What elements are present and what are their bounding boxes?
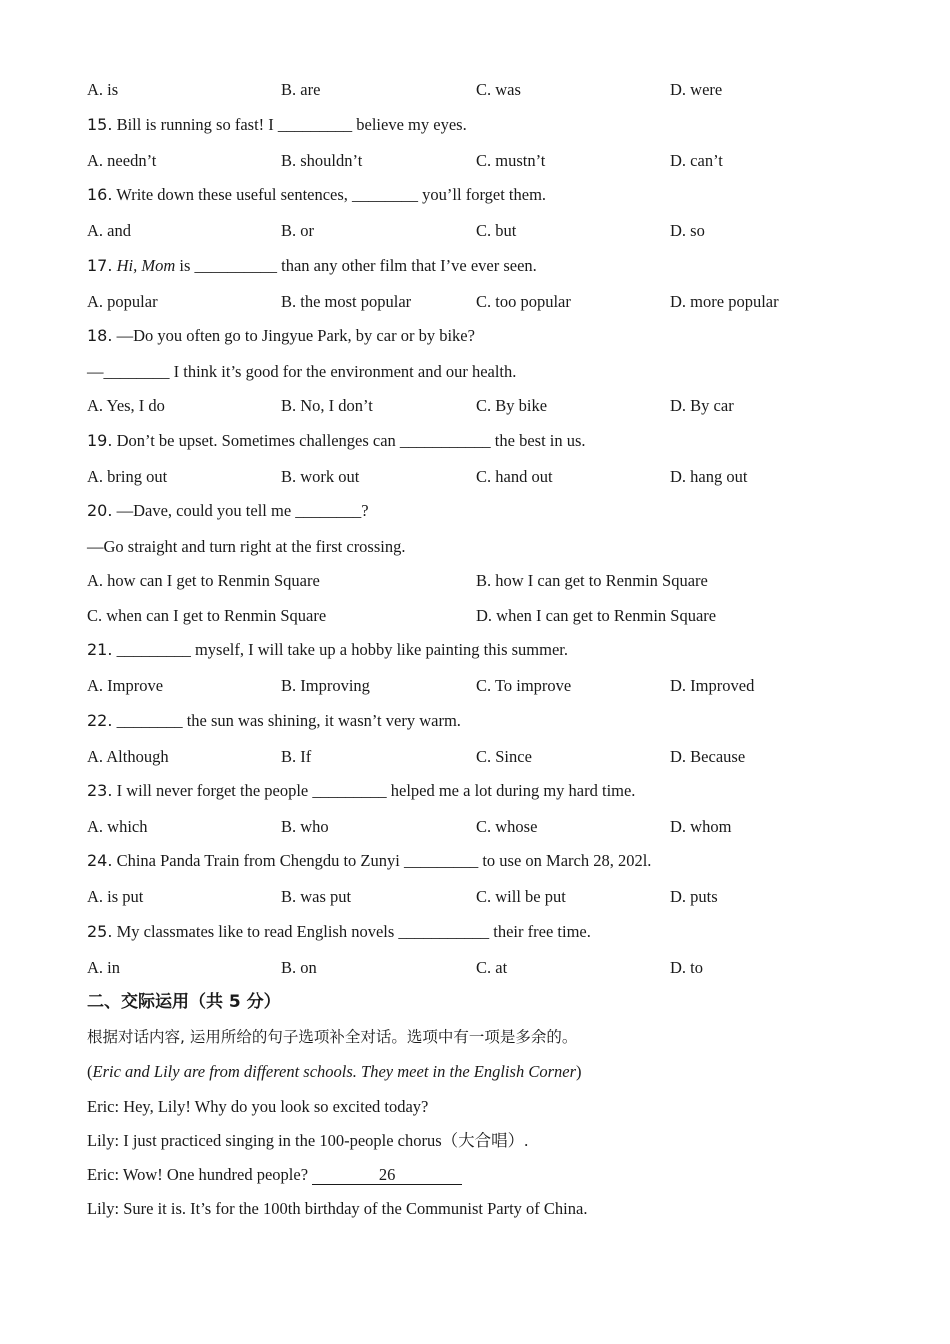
question-17 bbox=[87, 256, 537, 276]
q21-option-a: A. Improve bbox=[87, 676, 164, 695]
q19-option-d: D. hang out bbox=[670, 467, 748, 486]
question-24 bbox=[87, 851, 651, 871]
q24-option-b: B. was put bbox=[281, 887, 352, 906]
q15-option-c: C. mustn’t bbox=[476, 151, 546, 170]
question-text: Write down these useful sentences, ________ you’ll forget them. bbox=[116, 185, 547, 204]
film-title: Hi, Mom bbox=[116, 256, 176, 275]
q16-option-c: C. but bbox=[476, 221, 517, 240]
question-number: 21. bbox=[87, 640, 113, 659]
dialogue-text: Eric: Wow! One hundred people? bbox=[87, 1165, 313, 1184]
dialogue-line-2: Lily: I just practiced singing in the 100-people chorus（大合唱）. bbox=[87, 1131, 529, 1150]
q21-option-b: B. Improving bbox=[281, 676, 370, 695]
q18-option-d: D. By car bbox=[670, 396, 734, 415]
q22-option-c: C. Since bbox=[476, 747, 532, 766]
question-number: 25. bbox=[87, 922, 113, 941]
question-15 bbox=[87, 115, 467, 135]
q17-option-a: A. popular bbox=[87, 292, 158, 311]
q15-option-d: D. can’t bbox=[670, 151, 723, 170]
q25-option-a: A. in bbox=[87, 958, 120, 977]
question-text: China Panda Train from Chengdu to Zunyi _________ to use on March 28, 202l. bbox=[116, 851, 652, 870]
q19-option-a: A. bring out bbox=[87, 467, 168, 486]
q23-option-a: A. which bbox=[87, 817, 148, 836]
q14-option-a: A. is bbox=[87, 80, 119, 99]
question-18-response: —________ I think it’s good for the environment and our health. bbox=[87, 362, 517, 381]
answer-blank-26[interactable]: 26 bbox=[312, 1166, 462, 1185]
q19-option-c: C. hand out bbox=[476, 467, 553, 486]
question-text: —Do you often go to Jingyue Park, by car or by bike? bbox=[116, 326, 475, 345]
question-number: 15. bbox=[87, 115, 113, 134]
question-22 bbox=[87, 711, 461, 731]
q16-option-b: B. or bbox=[281, 221, 314, 240]
question-number: 18. bbox=[87, 326, 113, 345]
question-number: 23. bbox=[87, 781, 113, 800]
q21-option-d: D. Improved bbox=[670, 676, 755, 695]
q25-option-d: D. to bbox=[670, 958, 703, 977]
question-20 bbox=[87, 501, 369, 521]
dialogue-line-3 bbox=[87, 1165, 462, 1185]
q22-option-d: D. Because bbox=[670, 747, 746, 766]
question-19 bbox=[87, 431, 586, 451]
q18-option-b: B. No, I don’t bbox=[281, 396, 373, 415]
q24-option-c: C. will be put bbox=[476, 887, 566, 906]
q14-option-b: B. are bbox=[281, 80, 321, 99]
q24-option-d: D. puts bbox=[670, 887, 718, 906]
q22-option-b: B. If bbox=[281, 747, 312, 766]
section-heading: 二、交际运用（共 5 分） bbox=[87, 992, 281, 1012]
q16-option-d: D. so bbox=[670, 221, 705, 240]
q23-option-b: B. who bbox=[281, 817, 329, 836]
question-number: 16. bbox=[87, 185, 113, 204]
paren-close: ) bbox=[576, 1062, 582, 1081]
q20-option-d: D. when I can get to Renmin Square bbox=[476, 606, 717, 625]
q17-option-b: B. the most popular bbox=[281, 292, 412, 311]
question-text: is __________ than any other film that I’ve ever seen. bbox=[175, 256, 537, 275]
question-16 bbox=[87, 185, 546, 205]
q18-option-a: A. Yes, I do bbox=[87, 396, 165, 415]
q24-option-a: A. is put bbox=[87, 887, 144, 906]
dialogue-context bbox=[87, 1062, 582, 1082]
question-number: 19. bbox=[87, 431, 113, 450]
q20-option-c: C. when can I get to Renmin Square bbox=[87, 606, 327, 625]
dialogue-line-4: Lily: Sure it is. It’s for the 100th birthday of the Communist Party of China. bbox=[87, 1199, 588, 1218]
question-number: 24. bbox=[87, 851, 113, 870]
q25-option-b: B. on bbox=[281, 958, 317, 977]
q18-option-c: C. By bike bbox=[476, 396, 548, 415]
question-text: _________ myself, I will take up a hobby like painting this summer. bbox=[116, 640, 568, 659]
q15-option-a: A. needn’t bbox=[87, 151, 157, 170]
q19-option-b: B. work out bbox=[281, 467, 360, 486]
question-text: Bill is running so fast! I _________ believe my eyes. bbox=[116, 115, 467, 134]
q23-option-c: C. whose bbox=[476, 817, 538, 836]
section-instruction: 根据对话内容, 运用所给的句子选项补全对话。选项中有一项是多余的。 bbox=[87, 1028, 578, 1046]
question-number: 20. bbox=[87, 501, 113, 520]
q17-option-c: C. too popular bbox=[476, 292, 571, 311]
context-text: Eric and Lily are from different schools. They meet in the English Corner bbox=[92, 1062, 576, 1081]
question-18 bbox=[87, 326, 475, 346]
q14-option-d: D. were bbox=[670, 80, 723, 99]
q17-option-d: D. more popular bbox=[670, 292, 779, 311]
q20-option-a: A. how can I get to Renmin Square bbox=[87, 571, 320, 590]
question-text: ________ the sun was shining, it wasn’t very warm. bbox=[116, 711, 461, 730]
question-21 bbox=[87, 640, 568, 660]
question-20-response: —Go straight and turn right at the first crossing. bbox=[87, 537, 406, 556]
q22-option-a: A. Although bbox=[87, 747, 169, 766]
question-23 bbox=[87, 781, 635, 801]
question-text: My classmates like to read English novels ___________ their free time. bbox=[116, 922, 591, 941]
q25-option-c: C. at bbox=[476, 958, 508, 977]
question-25 bbox=[87, 922, 591, 942]
q20-option-b: B. how I can get to Renmin Square bbox=[476, 571, 708, 590]
dialogue-line-1: Eric: Hey, Lily! Why do you look so excited today? bbox=[87, 1097, 429, 1116]
question-text: I will never forget the people _________ helped me a lot during my hard time. bbox=[116, 781, 636, 800]
q16-option-a: A. and bbox=[87, 221, 131, 240]
question-number: 22. bbox=[87, 711, 113, 730]
question-text: —Dave, could you tell me ________? bbox=[116, 501, 369, 520]
q21-option-c: C. To improve bbox=[476, 676, 572, 695]
paren-open: ( bbox=[87, 1062, 93, 1081]
q23-option-d: D. whom bbox=[670, 817, 732, 836]
q15-option-b: B. shouldn’t bbox=[281, 151, 363, 170]
question-number: 17. bbox=[87, 256, 113, 275]
question-text: Don’t be upset. Sometimes challenges can ___________ the best in us. bbox=[116, 431, 586, 450]
q14-option-c: C. was bbox=[476, 80, 521, 99]
